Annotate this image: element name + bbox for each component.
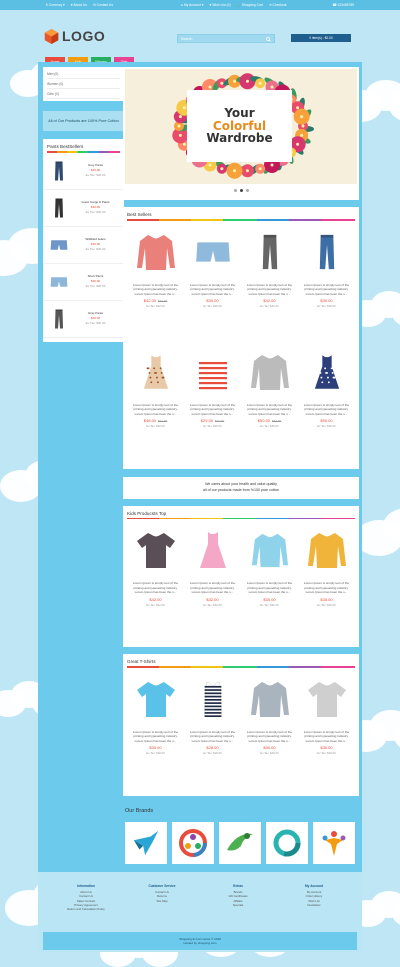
- product-card[interactable]: [241, 347, 298, 467]
- product-tax: Ex Tax: $30.00: [260, 751, 279, 756]
- product-image[interactable]: [300, 227, 353, 277]
- flower-center: [296, 106, 299, 109]
- logo[interactable]: [44, 28, 105, 44]
- sidebar-product-price: $30.00: [90, 168, 101, 173]
- search-icon[interactable]: [266, 37, 271, 42]
- quality-line-2: all of our products made from %100 pure cotton: [203, 487, 279, 492]
- slider-dot-active[interactable]: [240, 189, 243, 192]
- product-card[interactable]: [298, 347, 355, 467]
- kids-grid: [123, 519, 359, 647]
- flower-center: [271, 163, 274, 166]
- footer-heading: Customer Service: [148, 884, 176, 888]
- product-price: $90.00: [320, 418, 333, 424]
- flower-center: [209, 86, 212, 89]
- hosted-by-text: Hosted by shopping.com: [183, 941, 217, 945]
- product-tax: Ex Tax: $29.00: [203, 424, 222, 429]
- product-image[interactable]: [129, 674, 182, 724]
- product-description: Lorem Ipsum is simply text of the printing and typesetting industry. Lorem Ipsum has been the s...: [303, 729, 350, 743]
- footer-column: [200, 884, 276, 912]
- category-menu-item[interactable]: Women (0): [47, 79, 120, 89]
- product-image[interactable]: [186, 227, 239, 277]
- product-card[interactable]: [184, 347, 241, 467]
- product-tax: Ex Tax: $30.00: [317, 304, 336, 309]
- product-price-row: [243, 597, 296, 602]
- product-price: $30.00: [320, 298, 333, 304]
- slide-line-2: Colorful: [212, 118, 267, 133]
- product-price-row: [300, 298, 353, 303]
- about-link[interactable]: ♥ About Us: [70, 3, 87, 7]
- logo-text: LOGO: [62, 28, 106, 44]
- product-description: Lorem Ipsum is simply text of the printing and typesetting industry. Lorem Ipsum has been the s...: [189, 581, 236, 595]
- contact-link[interactable]: ✉ Contact Us: [92, 3, 113, 7]
- sidebar-product-info: [71, 200, 120, 214]
- product-description: Lorem Ipsum is simply text of the printing and typesetting industry. Lorem Ipsum has been the s...: [132, 729, 179, 743]
- slide-line-3: Wardrobe: [206, 131, 273, 146]
- product-tax: Ex Tax: $90.00: [317, 424, 336, 429]
- sidebar-product-price: $30.00: [90, 316, 101, 321]
- sidebar-product-image[interactable]: [47, 268, 71, 296]
- kids-panel: [123, 506, 359, 648]
- flower-center: [271, 86, 274, 89]
- product-image[interactable]: [129, 347, 182, 397]
- sidebar-product[interactable]: [43, 227, 124, 264]
- flower-center: [302, 125, 305, 128]
- slide-headline: [187, 90, 292, 162]
- footer-heading: Extras: [233, 884, 243, 888]
- footer-heading: Information: [77, 884, 95, 888]
- product-description: Lorem Ipsum is simply text of the printing and typesetting industry. Lorem Ipsum has been the s...: [132, 581, 179, 595]
- product-description: Lorem Ipsum is simply text of the printing and typesetting industry. Lorem Ipsum has been the s...: [132, 282, 179, 296]
- product-price-row: [129, 745, 182, 750]
- product-image[interactable]: [186, 347, 239, 397]
- product-description: Lorem Ipsum is simply text of the printing and typesetting industry. Lorem Ipsum has been the s...: [303, 282, 350, 296]
- checkout-link[interactable]: ➜ Checkout: [268, 3, 287, 7]
- brands-section: [123, 804, 359, 876]
- product-image[interactable]: [243, 227, 296, 277]
- kids-title: Kids Producsts Top: [127, 510, 167, 516]
- sidebar-product-tax: Ex Tax: $30.00: [85, 246, 106, 251]
- pants-bestsellers: [43, 139, 124, 342]
- footer-column: [124, 884, 200, 912]
- sidebar-product[interactable]: [43, 264, 124, 301]
- product-image[interactable]: [300, 525, 353, 575]
- product-description: Lorem Ipsum is simply text of the printing and typesetting industry. Lorem Ipsum has been the s...: [246, 729, 293, 743]
- sidebar-product-price: $30.00: [90, 242, 101, 247]
- product-price-row: [129, 298, 182, 303]
- product-old-price: $61.00: [272, 419, 282, 424]
- flower-center: [300, 115, 303, 118]
- footer-link[interactable]: Specials: [232, 902, 244, 907]
- product-old-price: $91.00: [158, 419, 168, 424]
- sidebar-product[interactable]: [43, 301, 124, 338]
- footer-column: [276, 884, 352, 912]
- product-card[interactable]: [184, 525, 241, 645]
- product-description: Lorem Ipsum is simply text of the printing and typesetting industry. Lorem Ipsum has been the s...: [189, 729, 236, 743]
- sidebar-product-name[interactable]: Gray Pants: [87, 311, 103, 316]
- product-price-row: [243, 418, 296, 423]
- flower-center: [233, 169, 236, 172]
- product-image[interactable]: [186, 674, 239, 724]
- product-price: $32.00: [206, 596, 219, 602]
- footer-link[interactable]: Newsletter: [307, 902, 321, 907]
- product-price: $48.00: [143, 418, 157, 424]
- quality-banner: [123, 477, 359, 499]
- product-price: $30.00: [263, 596, 276, 602]
- product-card[interactable]: [298, 227, 355, 347]
- footer-columns: [38, 872, 362, 912]
- sidebar-product-info: [71, 311, 120, 325]
- quality-line-1: We cares about your health and value quality: [205, 482, 277, 487]
- product-tax: Ex Tax: $30.00: [203, 304, 222, 309]
- footer: [38, 872, 362, 952]
- sidebar-product-info: [71, 274, 120, 288]
- logo-icon: [44, 29, 59, 44]
- sidebar-product-price: $30.00: [90, 279, 101, 284]
- footer-link[interactable]: Order History: [305, 894, 323, 899]
- tshirts-panel: [123, 654, 359, 796]
- best-sellers-grid: [123, 221, 359, 469]
- flower-center: [209, 163, 212, 166]
- cart-button[interactable]: 0 item(s) - €0.00: [291, 34, 351, 42]
- product-card[interactable]: [241, 674, 298, 794]
- footer-link[interactable]: Sales Contract: [76, 898, 96, 903]
- flower-center: [259, 82, 262, 85]
- product-card[interactable]: [127, 347, 184, 467]
- copyright-text: Shopping E-Commerce © 2018: [179, 936, 221, 941]
- cart-link[interactable]: 🛒 Shopping Cart: [236, 3, 263, 7]
- hero-slide[interactable]: [125, 69, 357, 184]
- product-description: Lorem Ipsum is simply text of the printing and typesetting industry. Lorem Ipsum has been the s...: [189, 402, 236, 416]
- product-tax: Ex Tax: $30.00: [146, 751, 165, 756]
- product-price-row: [300, 597, 353, 602]
- footer-heading: My Account: [305, 884, 323, 888]
- product-tax: Ex Tax: $42.00: [146, 602, 165, 607]
- footer-link[interactable]: My Account: [306, 889, 322, 894]
- footer-link[interactable]: Contact Us: [79, 894, 93, 899]
- footer-link[interactable]: About Us: [80, 889, 92, 894]
- flower-center: [183, 143, 186, 146]
- footer-link[interactable]: Affiliate: [233, 898, 243, 903]
- product-price: $30.00: [206, 298, 219, 304]
- footer-column: [48, 884, 124, 912]
- main-container: [38, 62, 362, 934]
- product-description: Lorem Ipsum is simply text of the printing and typesetting industry. Lorem Ipsum has been the s...: [246, 581, 293, 595]
- product-price-row: [186, 745, 239, 750]
- product-description: Lorem Ipsum is simply text of the printing and typesetting industry. Lorem Ipsum has been the s...: [246, 402, 293, 416]
- copyright-bar: [43, 932, 357, 950]
- top-bar: [0, 0, 400, 10]
- footer-link[interactable]: Return and Cancelation Policy: [67, 907, 105, 912]
- product-description: Lorem Ipsum is simply text of the printing and typesetting industry. Lorem Ipsum has been the s...: [246, 282, 293, 296]
- product-price-row: [300, 418, 353, 423]
- product-card[interactable]: [127, 674, 184, 794]
- account-link[interactable]: ● My Account ▾: [180, 3, 204, 7]
- brand-logo[interactable]: [219, 822, 261, 864]
- product-description: Lorem Ipsum is simply text of the printing and typesetting industry. Lorem Ipsum has been the s...: [189, 282, 236, 296]
- brand-logo[interactable]: [125, 822, 167, 864]
- product-card[interactable]: [127, 525, 184, 645]
- product-tax: Ex Tax: $42.00: [260, 304, 279, 309]
- tshirts-title: Great T-Shirts: [127, 659, 156, 664]
- footer-link[interactable]: Gift Certificates: [228, 894, 248, 899]
- brand-logo[interactable]: [313, 822, 355, 864]
- product-price: $30.00: [320, 745, 333, 751]
- flower-center: [296, 143, 299, 146]
- brands-title: Our Brands: [125, 807, 154, 814]
- product-price-row: [129, 418, 182, 423]
- sidebar-product[interactable]: [43, 153, 124, 190]
- product-image[interactable]: [243, 347, 296, 397]
- product-card[interactable]: [184, 227, 241, 347]
- product-price: $29.00: [200, 418, 214, 424]
- flower-center: [246, 169, 249, 172]
- product-price-row: [186, 597, 239, 602]
- product-price-row: [243, 298, 296, 303]
- sidebar-product[interactable]: [43, 190, 124, 227]
- slider-dot[interactable]: [246, 189, 249, 192]
- hero-slider[interactable]: [123, 67, 359, 200]
- product-image[interactable]: [300, 674, 353, 724]
- sidebar-product-tax: Ex Tax: $30.00: [85, 172, 106, 177]
- cotton-promo: All of Our Products are 100% Pure Cotton: [43, 111, 124, 131]
- product-image[interactable]: [129, 227, 182, 277]
- product-tax: Ex Tax: $48.00: [146, 424, 165, 429]
- flower-center: [220, 82, 223, 85]
- product-price: $50.00: [257, 418, 271, 424]
- flower-center: [179, 134, 182, 137]
- sidebar-product-image[interactable]: [47, 305, 71, 333]
- sidebar-product-name[interactable]: Gucci Cargo & Pants: [81, 200, 110, 205]
- flower-center: [179, 115, 182, 118]
- flower-center: [246, 80, 249, 83]
- category-menu-item[interactable]: Men (0): [47, 69, 120, 79]
- sidebar-product-name[interactable]: Grey Pants: [87, 163, 103, 168]
- product-tax: Ex Tax: $42.00: [146, 304, 165, 309]
- sidebar: [43, 67, 124, 342]
- sidebar-product-name[interactable]: Wildfield Jeans: [85, 237, 106, 242]
- product-image[interactable]: [300, 347, 353, 397]
- product-price-row: [243, 745, 296, 750]
- product-price: $42.00: [263, 298, 276, 304]
- product-image[interactable]: [243, 525, 296, 575]
- flower-center: [259, 167, 262, 170]
- flower-center: [183, 106, 186, 109]
- product-tax: Ex Tax: $28.00: [203, 751, 222, 756]
- product-card[interactable]: [298, 674, 355, 794]
- product-tax: Ex Tax: $32.00: [203, 602, 222, 607]
- brand-logo[interactable]: [266, 822, 308, 864]
- product-description: Lorem Ipsum is simply text of the printing and typesetting industry. Lorem Ipsum has been the s...: [303, 581, 350, 595]
- footer-link[interactable]: Privacy Agreement: [74, 902, 98, 907]
- sidebar-product-info: [71, 163, 120, 177]
- content: [123, 67, 359, 876]
- product-price-row: [186, 418, 239, 423]
- product-price-row: [186, 298, 239, 303]
- best-sellers-title: Best Sellers: [127, 212, 152, 217]
- flower-center: [178, 125, 181, 128]
- search-input[interactable]: [177, 34, 275, 43]
- best-sellers-panel: [123, 207, 359, 469]
- footer-link[interactable]: Contact Us: [155, 889, 169, 894]
- product-card[interactable]: [127, 227, 184, 347]
- phone-number[interactable]: ☎ 123456789: [332, 3, 354, 7]
- category-menu: [43, 67, 124, 101]
- wishlist-link[interactable]: ♥ Wish List (0): [209, 3, 231, 7]
- bestsellers-title: Pants BestSellers: [47, 144, 84, 149]
- product-card[interactable]: [184, 674, 241, 794]
- product-card[interactable]: [298, 525, 355, 645]
- header: [0, 10, 400, 70]
- product-price: $28.00: [206, 745, 219, 751]
- sidebar-product-image[interactable]: [47, 231, 71, 259]
- product-price: $42.00: [149, 596, 162, 602]
- product-price: $30.00: [320, 596, 333, 602]
- footer-link[interactable]: Site Map: [156, 898, 168, 903]
- product-description: Lorem Ipsum is simply text of the printing and typesetting industry. Lorem Ipsum has been the s...: [303, 402, 350, 416]
- footer-link[interactable]: Returns: [157, 894, 167, 899]
- flower-center: [233, 80, 236, 83]
- footer-link[interactable]: Wish List: [308, 898, 320, 903]
- product-tax: Ex Tax: $30.00: [260, 602, 279, 607]
- product-image[interactable]: [243, 674, 296, 724]
- product-description: Lorem Ipsum is simply text of the printing and typesetting industry. Lorem Ipsum has been the s...: [132, 402, 179, 416]
- product-image[interactable]: [129, 525, 182, 575]
- brands-carousel: [123, 818, 359, 868]
- search-placeholder: Search: [181, 36, 193, 41]
- tshirts-grid: [123, 668, 359, 796]
- product-card[interactable]: [241, 525, 298, 645]
- flower-center: [220, 167, 223, 170]
- product-price: $30.00: [149, 745, 162, 751]
- sidebar-product-tax: Ex Tax: $30.00: [85, 283, 106, 288]
- slider-dots: [125, 189, 357, 192]
- sidebar-product-price: $30.00: [90, 205, 101, 210]
- product-old-price: $71.00: [158, 299, 168, 304]
- product-price-row: [300, 745, 353, 750]
- sidebar-product-tax: Ex Tax: $30.00: [85, 320, 106, 325]
- sidebar-product-tax: Ex Tax: $30.00: [85, 209, 106, 214]
- sidebar-product-name[interactable]: Short Pants: [87, 274, 104, 279]
- product-old-price: $31.00: [215, 419, 225, 424]
- sidebar-product-image[interactable]: [47, 157, 71, 185]
- product-tax: Ex Tax: $30.00: [317, 751, 336, 756]
- slide-line-1: Your: [224, 106, 255, 121]
- category-menu-item[interactable]: Girls (0): [47, 89, 120, 99]
- sidebar-product-image[interactable]: [47, 194, 71, 222]
- footer-link[interactable]: Brands: [233, 889, 243, 894]
- product-card[interactable]: [241, 227, 298, 347]
- brand-logo[interactable]: [172, 822, 214, 864]
- product-image[interactable]: [186, 525, 239, 575]
- product-tax: Ex Tax: $50.00: [260, 424, 279, 429]
- product-price: $42.00: [143, 298, 157, 304]
- product-price: $30.00: [263, 745, 276, 751]
- product-tax: Ex Tax: $30.00: [317, 602, 336, 607]
- slider-dot[interactable]: [234, 189, 237, 192]
- flower-center: [300, 134, 303, 137]
- product-price-row: [129, 597, 182, 602]
- sidebar-product-info: [71, 237, 120, 251]
- currency-selector[interactable]: € Currency ▾: [46, 3, 65, 7]
